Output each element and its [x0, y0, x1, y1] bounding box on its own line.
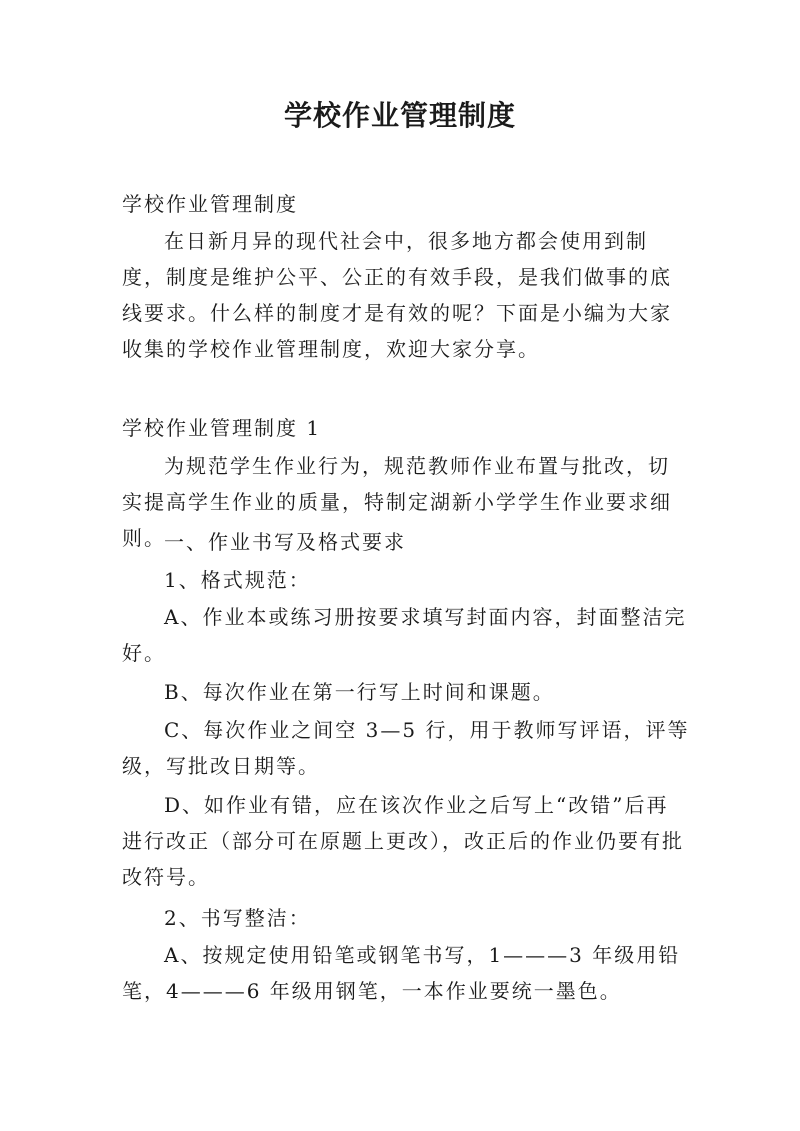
- section-heading: 学校作业管理制度 1: [122, 416, 322, 440]
- intro-paragraph: 在日新月异的现代社会中，很多地方都会使用到制度，制度是维护公平、公正的有效手段，是我们做事的底线要求。什么样的制度才是有效的呢？下面是小编为大家收集的学校作业管理制度，欢迎大家分享。: [122, 229, 672, 361]
- item-d-corrections: D、如作业有错，应在该次作业之后写上“改错”后再进行改正（部分可在原题上更改），改正后的作业仍要有批改符号。: [122, 793, 684, 889]
- item-format-heading: 1、格式规范：: [164, 568, 311, 592]
- item-a-pen: A、按规定使用铅笔或钢笔书写，1———3 年级用铅笔，4———6 年级用钢笔，一本作业要统一墨色。: [122, 943, 681, 1003]
- intro-heading: 学校作业管理制度: [122, 192, 298, 216]
- subsection-heading: 一、作业书写及格式要求: [164, 530, 406, 554]
- item-neatness-heading: 2、书写整洁：: [164, 906, 311, 930]
- item-b-date: B、每次作业在第一行写上时间和课题。: [164, 680, 555, 704]
- document-title: 学校作业管理制度: [283, 99, 516, 132]
- section-intro-paragraph: 为规范学生作业行为，规范教师作业布置与批改，切实提高学生作业的质量，特制定湖新小学学生作业要求细则。: [122, 454, 672, 550]
- item-a-cover: A、作业本或练习册按要求填写封面内容，封面整洁完好。: [122, 605, 687, 665]
- item-c-spacing: C、每次作业之间空 3—5 行，用于教师写评语，评等级，写批改日期等。: [122, 718, 690, 778]
